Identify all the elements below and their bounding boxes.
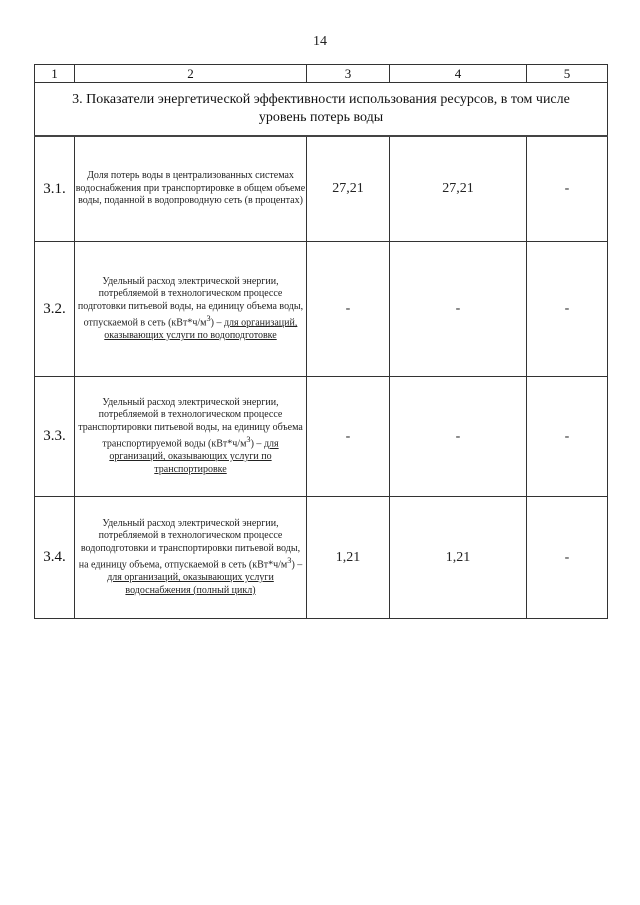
row-number: 3.2. <box>35 242 75 377</box>
value-col5: - <box>527 497 608 619</box>
indicators-table <box>34 64 608 619</box>
value-col4: - <box>390 377 527 497</box>
value-col5: - <box>527 136 608 242</box>
description-underlined: для организаций, оказывающих услуги водоснабжения (полный цикл) <box>107 572 274 596</box>
column-number-row <box>35 65 608 83</box>
row-description <box>75 242 307 377</box>
value-col3: - <box>307 242 390 377</box>
value-col3: 27,21 <box>307 136 390 242</box>
value-col5: - <box>527 377 608 497</box>
superscript: 3 <box>246 435 251 445</box>
column-number: 1 <box>35 65 75 83</box>
table-row <box>35 377 608 497</box>
section-title: 3. Показатели энергетической эффективности использования ресурсов, в том числе уровень потерь воды <box>35 83 608 137</box>
superscript: 3 <box>206 314 211 324</box>
section-row <box>35 83 608 137</box>
description-text: Удельный расход электрической энергии, потребляемой в технологическом процессе водоподготовки и транспортировки питьевой воды, на единицу объема, отпускаемой в сеть (кВт*ч/м <box>78 517 301 571</box>
column-number: 2 <box>75 65 307 83</box>
description-text: Удельный расход электрической энергии, потребляемой в технологическом процессе транспортировки питьевой воды, на единицу объема транспортируемой воды (кВт*ч/м <box>78 396 303 450</box>
value-col4: - <box>390 242 527 377</box>
page-number: 14 <box>313 34 327 49</box>
value-col5: - <box>527 242 608 377</box>
row-number: 3.1. <box>35 136 75 242</box>
description-underlined: для организаций, оказывающих услуги по транспортировке <box>109 438 279 475</box>
value-col3: - <box>307 377 390 497</box>
row-description <box>75 377 307 497</box>
table-row <box>35 497 608 619</box>
description-underlined: для организаций, оказывающих услуги по водоподготовке <box>104 317 298 341</box>
column-number: 5 <box>527 65 608 83</box>
description-text: Удельный расход электрической энергии, потребляемой в технологическом процессе подготовки питьевой воды, на единицу объема воды, отпускаемой в сеть (кВт*ч/м <box>77 275 304 329</box>
row-number: 3.4. <box>35 497 75 619</box>
row-description <box>75 136 307 242</box>
table-row <box>35 136 608 242</box>
table-row <box>35 242 608 377</box>
description-dash: ) – <box>291 559 303 571</box>
column-number: 3 <box>307 65 390 83</box>
value-col4: 27,21 <box>390 136 527 242</box>
row-number: 3.3. <box>35 377 75 497</box>
description-text: Доля потерь воды в централизованных системах водоснабжения при транспортировке в общем объеме воды, поданной в водопроводную сеть (в процентах) <box>75 170 306 207</box>
row-description <box>75 497 307 619</box>
value-col4: 1,21 <box>390 497 527 619</box>
column-number: 4 <box>390 65 527 83</box>
description-dash: ) – <box>210 317 224 329</box>
description-dash: ) – <box>250 438 264 450</box>
superscript: 3 <box>287 556 292 566</box>
value-col3: 1,21 <box>307 497 390 619</box>
